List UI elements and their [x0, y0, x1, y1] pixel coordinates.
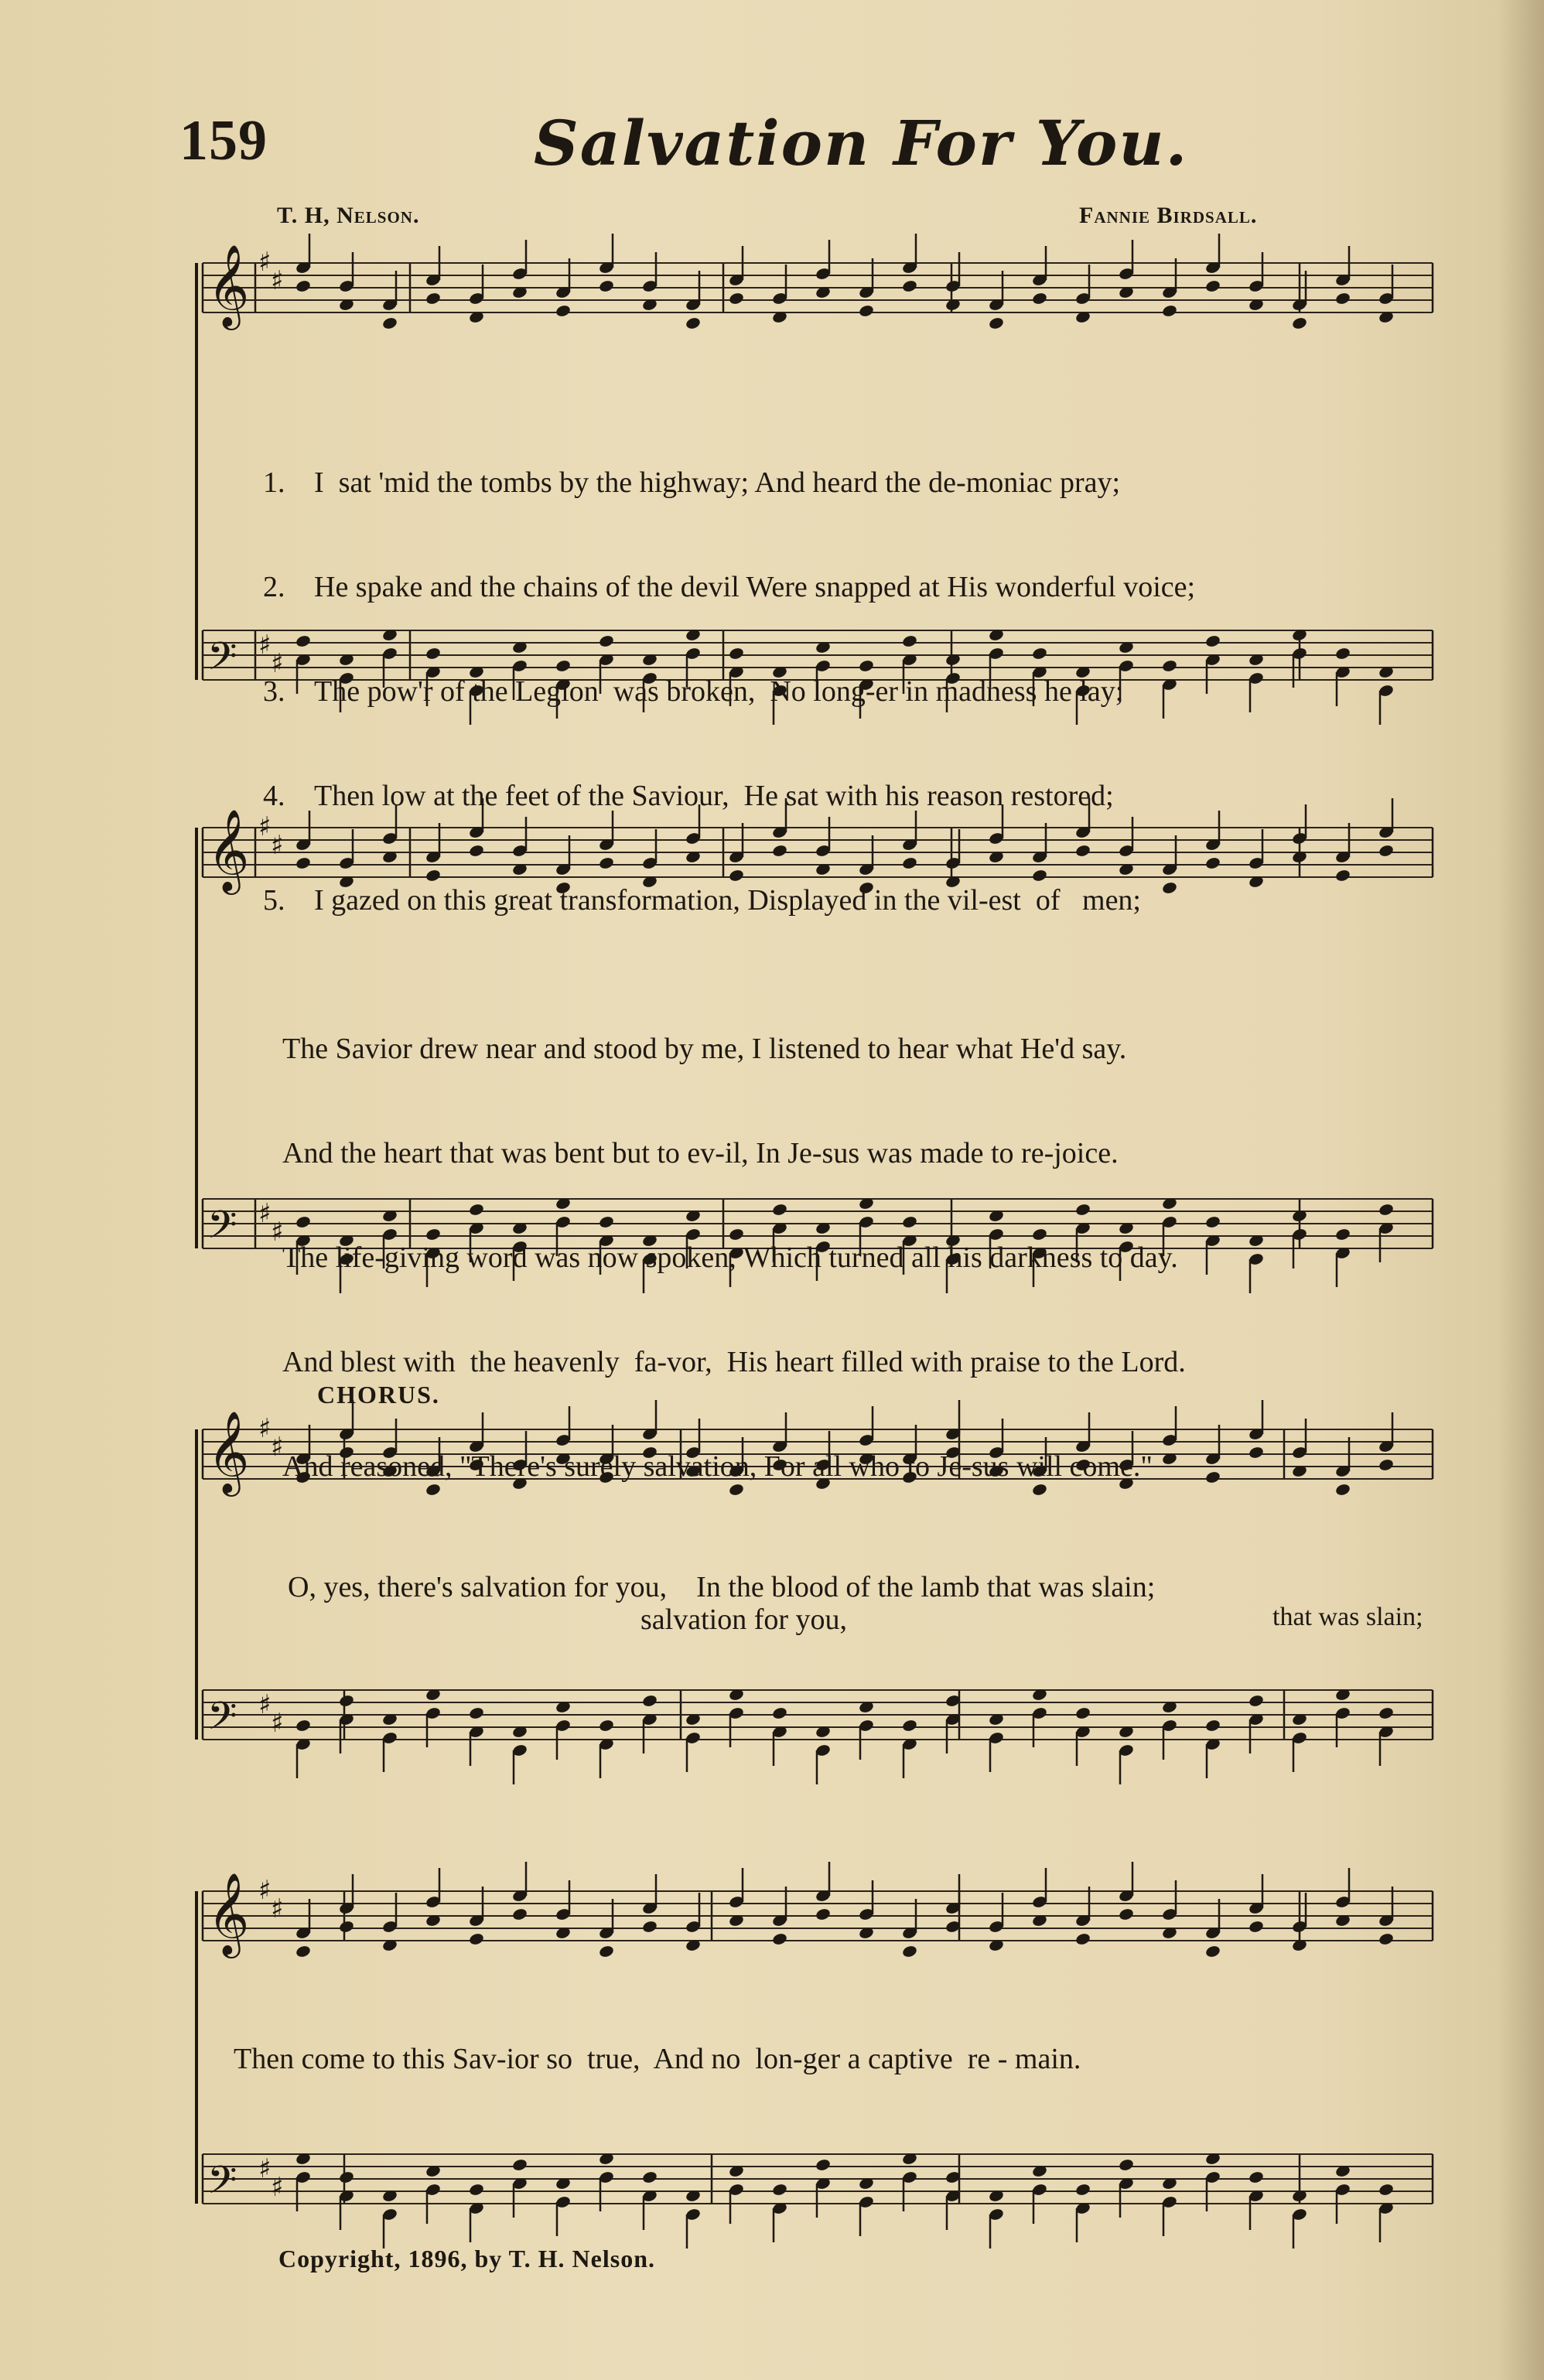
svg-text:𝄞: 𝄞 [207, 808, 250, 891]
verse-1-line-2: The Savior drew near and stood by me, I listened to hear what He'd say. [282, 1033, 1127, 1065]
svg-text:♯: ♯ [258, 1413, 272, 1444]
verse-lines-second-half [282, 962, 1186, 1554]
svg-text:♯: ♯ [271, 1217, 284, 1248]
staff-7 [203, 1862, 1433, 1958]
hymn-number: 159 [179, 109, 268, 172]
svg-text:♯: ♯ [271, 1708, 284, 1739]
verse-4-line-1: 4. Then low at the feet of the Saviour, He sat with his reason restored; [263, 780, 1114, 812]
hymn-title: Salvation For You. [534, 107, 1189, 179]
verse-3-line-1: 3. The pow'r of the Legion was broken, No long-er in madness he lay; [263, 675, 1124, 708]
verse-3-line-2: The life-giving word was now spoken, Which turned all his darkness to day. [282, 1241, 1178, 1274]
chorus-line-3: Then come to this Sav-ior so true, And no lon-ger a captive re - main. [234, 2043, 1081, 2075]
svg-text:♯: ♯ [258, 1198, 272, 1229]
svg-text:𝄢: 𝄢 [207, 1694, 237, 1748]
svg-text:♯: ♯ [258, 811, 272, 842]
staff-8 [203, 2152, 1433, 2249]
svg-text:♯: ♯ [271, 265, 284, 296]
verse-2-line-2: And the heart that was bent but to ev-il, In Je-sus was made to re-joice. [282, 1137, 1119, 1170]
chorus-label: CHORUS. [317, 1381, 440, 1409]
svg-text:♯: ♯ [271, 2172, 284, 2203]
svg-text:♯: ♯ [258, 2153, 272, 2184]
verse-5-line-2: And reasoned, "There's surely salvation, For all who to Je-sus will come." [282, 1450, 1153, 1483]
svg-text:♯: ♯ [258, 247, 272, 278]
verse-lines-first-half [263, 396, 1195, 988]
verse-4-line-2: And blest with the heavenly fa-vor, His heart filled with praise to the Lord. [282, 1346, 1186, 1378]
svg-text:♯: ♯ [271, 830, 284, 861]
svg-text:♯: ♯ [258, 630, 272, 661]
staff-6 [203, 1688, 1433, 1784]
svg-text:𝄞: 𝄞 [207, 1410, 250, 1493]
composer-credit: Fannie Birdsall. [1079, 203, 1258, 228]
svg-text:𝄢: 𝄢 [207, 2158, 237, 2212]
svg-text:𝄞: 𝄞 [207, 244, 250, 326]
svg-text:♯: ♯ [258, 1689, 272, 1720]
staff-1 [203, 234, 1433, 330]
svg-text:𝄞: 𝄞 [207, 1872, 250, 1955]
verse-5-line-1: 5. I gazed on this great transformation, Displayed in the vil-est of men; [263, 884, 1141, 917]
chorus-line-2: salvation for you, [640, 1603, 848, 1636]
svg-text:♯: ♯ [271, 648, 284, 679]
svg-text:𝄢: 𝄢 [207, 634, 237, 688]
svg-text:♯: ♯ [271, 1893, 284, 1924]
chorus-line-2-right: that was slain; [1272, 1603, 1423, 1631]
verse-2-line-1: 2. He spake and the chains of the devil Were snapped at His wonderful voice; [263, 571, 1196, 603]
verse-1-line-1: 1. I sat 'mid the tombs by the highway; And heard the de-moniac pray; [263, 466, 1121, 499]
svg-text:𝄢: 𝄢 [207, 1203, 237, 1257]
copyright-notice: Copyright, 1896, by T. H. Nelson. [278, 2245, 655, 2272]
lyricist-credit: T. H, Nelson. [277, 203, 420, 228]
svg-text:♯: ♯ [258, 1875, 272, 1906]
chorus-line-1: O, yes, there's salvation for you, In the blood of the lamb that was slain; [288, 1571, 1156, 1603]
svg-text:♯: ♯ [271, 1432, 284, 1463]
